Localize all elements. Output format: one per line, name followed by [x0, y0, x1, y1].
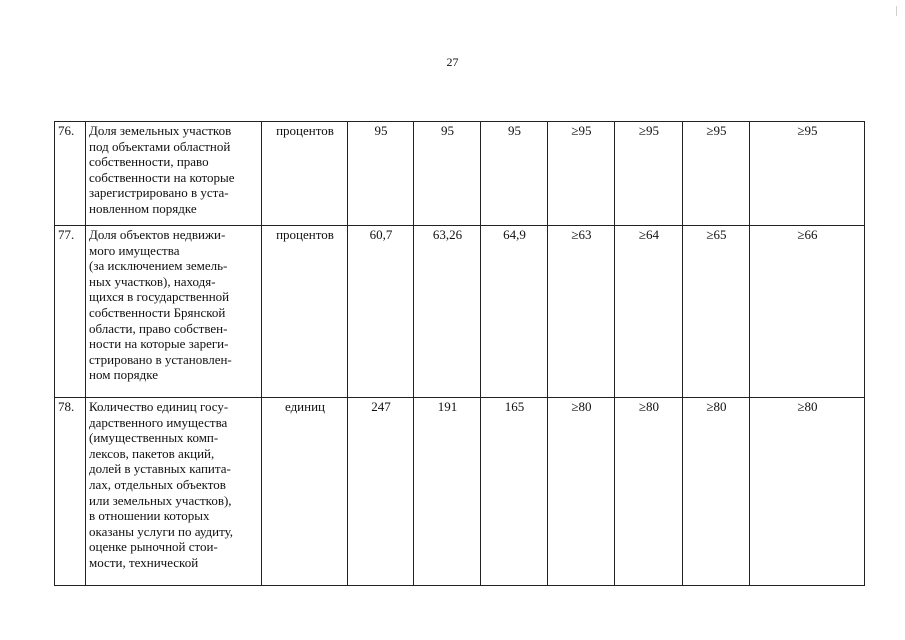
indicator-name-line: зарегистрировано в уста-	[89, 185, 229, 201]
table-row	[55, 226, 865, 398]
value-cell: ≥63	[548, 226, 615, 398]
unit-cell: единиц	[262, 398, 348, 586]
page-number: 27	[446, 55, 459, 69]
value-cell: ≥95	[548, 122, 615, 226]
unit-cell: процентов	[262, 122, 348, 226]
indicator-name	[86, 226, 262, 398]
indicator-name-line: оценке рыночной стои-	[89, 539, 218, 555]
indicator-name-line: мости, технической	[89, 554, 199, 570]
value-cell: 63,26	[414, 226, 481, 398]
indicator-name-line: области, право собствен-	[89, 320, 228, 336]
indicator-name-line: (имущественных комп-	[89, 430, 219, 446]
indicator-name	[86, 398, 262, 586]
value-cell: ≥64	[615, 226, 683, 398]
indicator-name-line: Количество единиц госу-	[89, 399, 229, 414]
indicator-name-line: или земельных участков),	[89, 492, 232, 508]
value-cell: 247	[348, 398, 414, 586]
value-cell: 95	[348, 122, 414, 226]
indicator-name-line: собственности на которые	[89, 169, 235, 185]
value-cell: 165	[481, 398, 548, 586]
indicator-name-line: Доля объектов недвижи-	[89, 227, 226, 242]
indicator-name-line: мого имущества	[89, 242, 180, 258]
indicator-name-line: собственности Брянской	[89, 304, 226, 320]
indicator-name-line: оказаны услуги по аудиту,	[89, 523, 234, 539]
value-cell: ≥80	[750, 398, 865, 586]
indicator-name-line: дарственного имущества	[89, 414, 228, 430]
value-cell: 191	[414, 398, 481, 586]
indicator-name-line: под объектами областной	[89, 138, 231, 154]
value-cell: 60,7	[348, 226, 414, 398]
indicator-name-line: новленном порядке	[89, 200, 197, 216]
value-cell: ≥66	[750, 226, 865, 398]
indicator-name-line: Доля земельных участков	[89, 123, 232, 138]
row-number: 76.	[55, 122, 86, 226]
indicator-name-line: ности на которые зареги-	[89, 336, 229, 352]
indicator-name-line: лах, отдельных объектов	[89, 476, 226, 492]
value-cell: ≥65	[683, 226, 750, 398]
value-cell: ≥95	[683, 122, 750, 226]
indicators-table	[54, 121, 865, 586]
unit-cell: процентов	[262, 226, 348, 398]
indicator-name-line: ных участков), находя-	[89, 273, 216, 289]
scan-edge-mark	[896, 6, 897, 16]
value-cell: ≥80	[548, 398, 615, 586]
indicator-name-line: долей в уставных капита-	[89, 461, 231, 477]
indicator-name	[86, 122, 262, 226]
value-cell: ≥95	[615, 122, 683, 226]
value-cell: ≥80	[683, 398, 750, 586]
row-number: 77.	[55, 226, 86, 398]
table-row	[55, 398, 865, 586]
value-cell: 95	[481, 122, 548, 226]
indicator-name-line: ном порядке	[89, 367, 158, 383]
value-cell: 95	[414, 122, 481, 226]
value-cell: ≥95	[750, 122, 865, 226]
table-row	[55, 122, 865, 226]
value-cell: ≥80	[615, 398, 683, 586]
value-cell: 64,9	[481, 226, 548, 398]
indicator-name-line: лексов, пакетов акций,	[89, 445, 215, 461]
indicator-name-line: щихся в государственной	[89, 289, 230, 305]
indicator-name-line: собственности, право	[89, 154, 209, 170]
indicator-name-line: (за исключением земель-	[89, 258, 228, 274]
indicator-name-line: в отношении которых	[89, 508, 210, 524]
indicator-name-line: стрировано в установлен-	[89, 351, 232, 367]
row-number: 78.	[55, 398, 86, 586]
